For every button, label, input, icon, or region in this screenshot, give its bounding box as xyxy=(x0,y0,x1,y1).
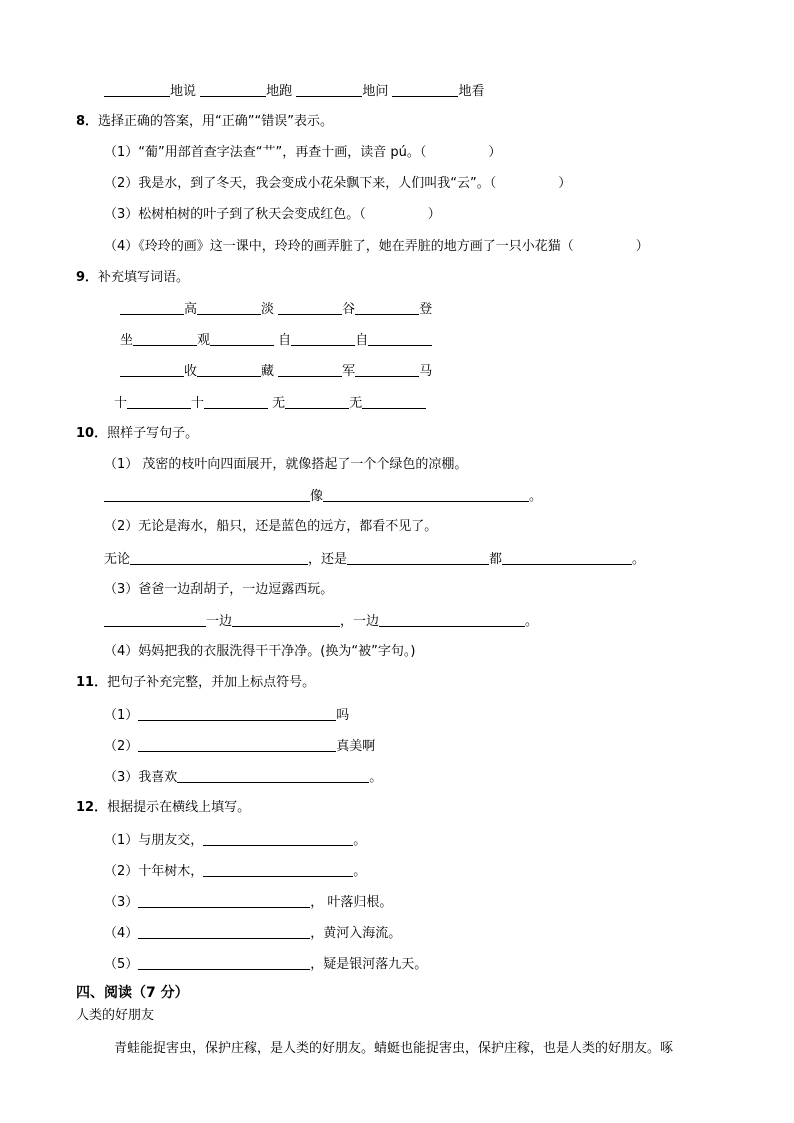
q8-heading: 8．选择正确的答案，用“正确”“错误”表示。 xyxy=(76,114,333,129)
q11-item-2: （2） 真美啊 xyxy=(104,739,376,754)
q12-item-3: （3） ， 叶落归根。 xyxy=(104,895,393,910)
q12-item-2: （2）十年树木， 。 xyxy=(104,864,367,879)
q10-s1-text: （1） 茂密的枝叶向四面展开，就像搭起了一个个绿色的凉棚。 xyxy=(104,457,468,472)
q8-item-4: （4）《玲玲的画》这一课中，玲玲的画弄脏了，她在弄脏的地方画了一只小花猫（ ） xyxy=(104,239,649,254)
q12-item-1: （1）与朋友交， 。 xyxy=(104,833,367,848)
q9-row-2: 坐 观 自 自 xyxy=(120,331,432,350)
q9-row-1: 高 淡 谷 登 xyxy=(120,300,432,319)
q12-heading: 12．根据提示在横线上填写。 xyxy=(76,800,251,815)
article-paragraph: 青蛙能捉害虫，保护庄稼，是人类的好朋友。蜻蜓也能捉害虫，保护庄稼，也是人类的好朋友。啄 xyxy=(114,1041,674,1056)
q10-s1-answer: 像 。 xyxy=(104,487,542,506)
q12-item-5: （5） ，疑是银河落九天。 xyxy=(104,957,428,972)
q10-s4-text: （4）妈妈把我的衣服洗得干干净净。(换为“被”字句。) xyxy=(104,644,416,659)
section-heading: 四、阅读（7 分） xyxy=(76,985,189,1001)
q9-row-4: 十 十 无 无 xyxy=(114,394,426,413)
q10-s2-answer: 无论 ，还是 都 。 xyxy=(104,552,646,567)
q9-row-3: 收 藏 军 马 xyxy=(120,362,432,381)
q11-item-1: （1） 吗 xyxy=(104,708,350,723)
q12-item-4: （4） ，黄河入海流。 xyxy=(104,926,402,941)
q10-s3-answer: 一边 ，一边 。 xyxy=(104,612,538,631)
q8-item-3: （3）松树柏树的叶子到了秋天会变成红色。（ ） xyxy=(104,207,441,222)
q8-item-2: （2）我是水，到了冬天，我会变成小花朵飘下来，人们叫我“云”。（ ） xyxy=(104,176,572,191)
q9-heading: 9．补充填写词语。 xyxy=(76,270,190,285)
q11-item-3: （3）我喜欢 。 xyxy=(104,770,383,785)
q7-blanks-line: 地说 地跑 地问 地看 xyxy=(104,82,484,101)
q10-s3-text: （3）爸爸一边刮胡子，一边逗露西玩。 xyxy=(104,582,334,597)
q10-s2-text: （2）无论是海水，船只，还是蓝色的远方，都看不见了。 xyxy=(104,519,438,534)
q8-item-1: （1）“葡”用部首查字法查“艹”，再查十画，读音 pú。（ ） xyxy=(104,145,502,160)
q10-heading: 10．照样子写句子。 xyxy=(76,426,199,441)
article-title: 人类的好朋友 xyxy=(76,1008,155,1023)
q11-heading: 11．把句子补充完整，并加上标点符号。 xyxy=(76,675,316,690)
